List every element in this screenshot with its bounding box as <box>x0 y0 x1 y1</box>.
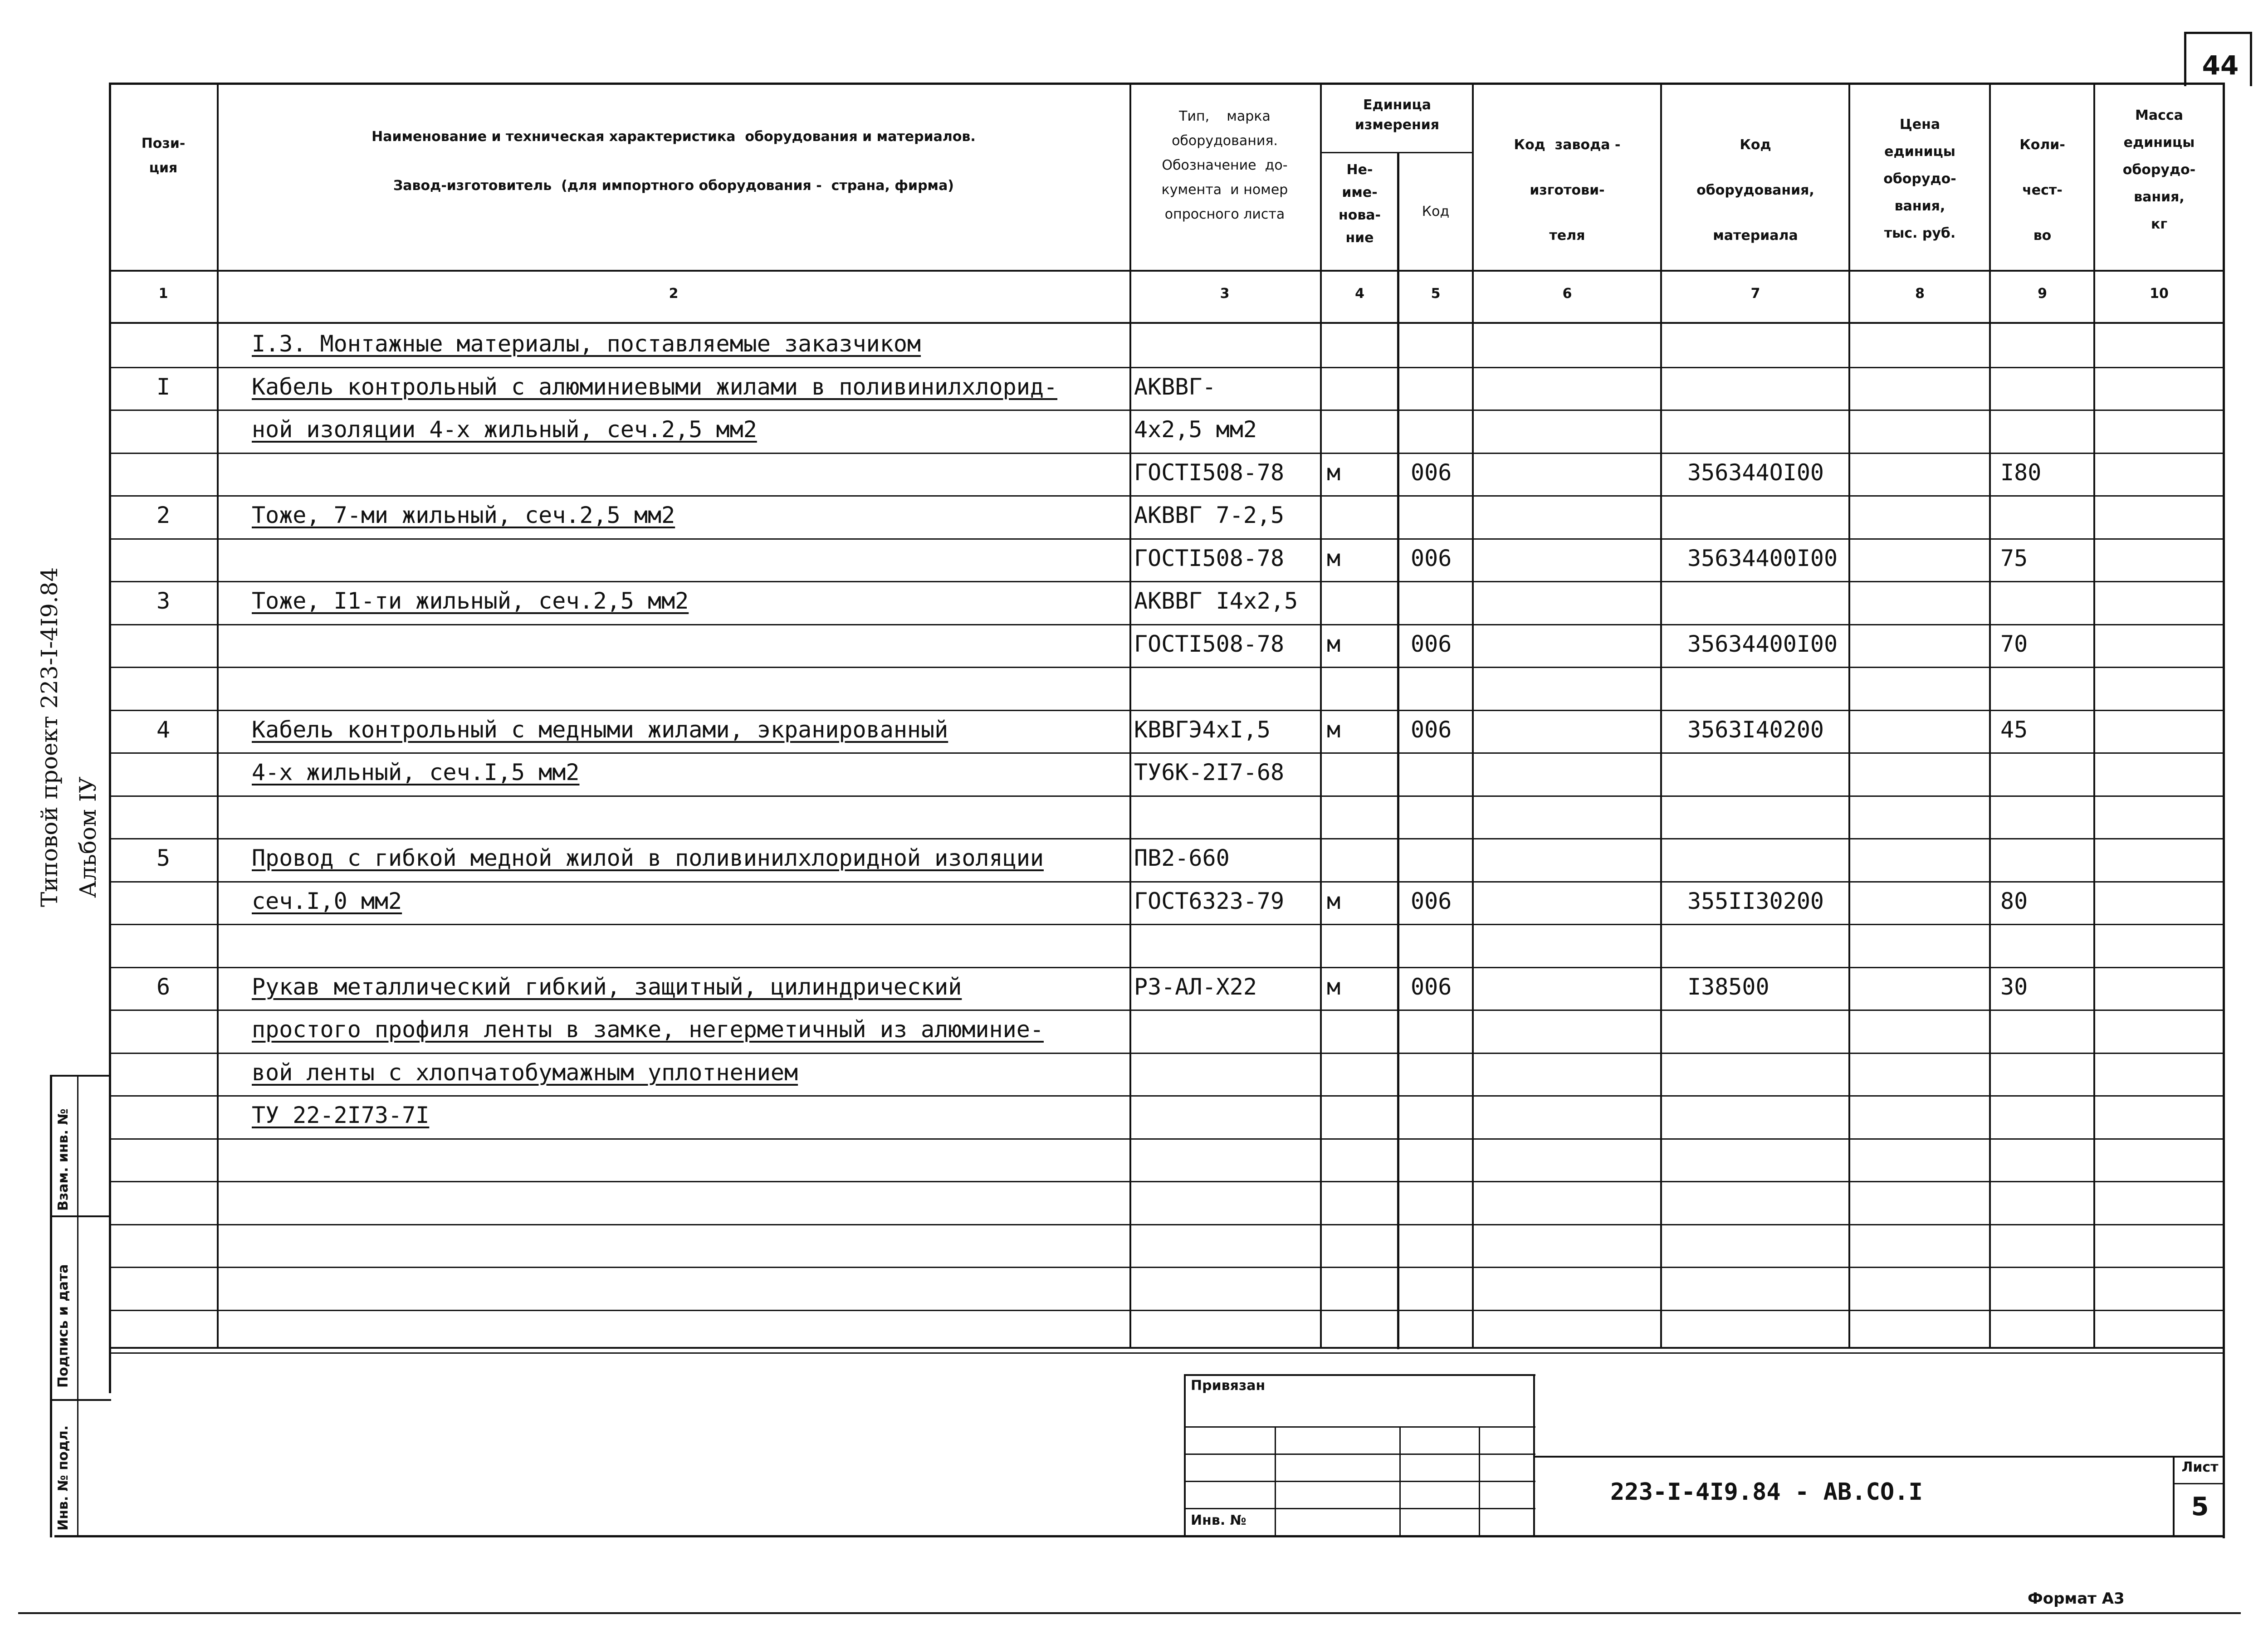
sheet-number: 44 <box>2202 50 2239 81</box>
header-col-6: Код завода - изготови- теля <box>1514 137 1621 244</box>
row-divider <box>109 838 2225 839</box>
header-col-9: Коли- чест- во <box>2019 137 2065 244</box>
row-divider <box>109 1224 2225 1225</box>
row-divider <box>109 924 2225 925</box>
header-col-2: Наименование и техническая характеристика оборудования и материалов. Завод-изготовитель (для импортного оборудования - страна, фирма) <box>371 129 976 194</box>
cell-unit: м <box>1327 631 1341 657</box>
cell-mat-code: I38500 <box>1687 974 1769 1000</box>
cell-type: ТУ6К-2I7-68 <box>1134 759 1285 785</box>
cell-unit-code: 006 <box>1411 631 1452 657</box>
inv-no-label: Инв. № <box>1191 1512 1246 1528</box>
col-num-1: 1 <box>158 286 168 302</box>
col-num-8: 8 <box>1915 286 1925 302</box>
cell-name: ТУ 22-2I73-7I <box>252 1102 430 1128</box>
cell-unit-code: 006 <box>1411 974 1452 1000</box>
row-divider <box>109 1010 2225 1011</box>
cell-name: Рукав металлический гибкий, защитный, цилиндрический <box>252 974 962 1000</box>
stamp-inv-podl: Инв. № подл. <box>55 1425 71 1531</box>
row-divider <box>109 795 2225 797</box>
cell-mat-code: 3563I40200 <box>1687 717 1824 743</box>
cell-mat-code: 355II30200 <box>1687 888 1824 914</box>
cell-type: ГОСТ6323-79 <box>1134 888 1285 914</box>
cell-type: АКВВГ I4х2,5 <box>1134 588 1298 614</box>
col-num-5: 5 <box>1431 286 1441 302</box>
sheet-page-number: 5 <box>2191 1492 2209 1522</box>
document-designation: 223-I-4I9.84 - АВ.СО.I <box>1610 1478 1923 1506</box>
stamp-podpis-data: Подпись и дата <box>55 1264 71 1388</box>
cell-unit-code: 006 <box>1411 545 1452 571</box>
side-project-title: Типовой проект 223-I-4I9.84 <box>36 567 63 907</box>
header-col-10: Масса единицы оборудо- вания, кг <box>2122 107 2196 232</box>
cell-pos: 6 <box>156 974 171 1000</box>
cell-unit: м <box>1327 545 1341 571</box>
cell-type: ГОСТI508-78 <box>1134 631 1285 657</box>
format-label: Формат А3 <box>2028 1590 2125 1608</box>
cell-name: 4-х жильный, сеч.I,5 мм2 <box>252 759 580 785</box>
row-divider <box>109 453 2225 454</box>
row-divider <box>109 538 2225 540</box>
row-divider <box>109 1138 2225 1140</box>
cell-qty: 30 <box>2000 974 2028 1000</box>
row-divider <box>109 410 2225 411</box>
row-divider <box>109 752 2225 754</box>
cell-unit-code: 006 <box>1411 717 1452 743</box>
row-divider <box>109 881 2225 883</box>
cell-pos: 3 <box>156 588 171 614</box>
row-divider <box>109 1181 2225 1182</box>
cell-unit: м <box>1327 459 1341 486</box>
cell-pos: 2 <box>156 502 171 528</box>
col-num-7: 7 <box>1750 286 1760 302</box>
header-col-8: Цена единицы оборудо- вания, тыс. руб. <box>1883 117 1956 241</box>
header-col-7: Код оборудования, материала <box>1696 137 1814 244</box>
cell-unit-code: 006 <box>1411 459 1452 486</box>
header-col-3: Тип, марка оборудования. Обозначение до- кумента и номер опросного листа <box>1161 108 1288 222</box>
row-divider <box>109 1053 2225 1054</box>
cell-mat-code: 35634400I00 <box>1687 631 1838 657</box>
header-col-5: Код <box>1422 204 1450 219</box>
cell-type: АКВВГ- <box>1134 374 1216 400</box>
cell-qty: 75 <box>2000 545 2028 571</box>
cell-type: 4х2,5 мм2 <box>1134 416 1257 443</box>
cell-type: РЗ-АЛ-Х22 <box>1134 974 1257 1000</box>
cell-unit: м <box>1327 974 1341 1000</box>
cell-name: Провод с гибкой медной жилой в поливинилхлоридной изоляции <box>252 845 1044 871</box>
row-divider <box>109 367 2225 368</box>
cell-qty: 45 <box>2000 717 2028 743</box>
side-album: Альбом IУ <box>75 776 101 898</box>
row-divider <box>109 1267 2225 1268</box>
row-divider <box>109 1310 2225 1311</box>
cell-unit: м <box>1327 717 1341 743</box>
header-col-1: Пози- ция <box>141 136 186 176</box>
cell-type: ГОСТI508-78 <box>1134 545 1285 571</box>
cell-name: Тоже, 7-ми жильный, сеч.2,5 мм2 <box>252 502 675 528</box>
cell-name: I.3. Монтажные материалы, поставляемые заказчиком <box>252 331 921 357</box>
cell-type: ПВ2-660 <box>1134 845 1230 871</box>
cell-name: сеч.I,0 мм2 <box>252 888 402 914</box>
cell-type: ГОСТI508-78 <box>1134 459 1285 486</box>
row-divider <box>109 667 2225 668</box>
header-unit-group: Единица измерения <box>1354 97 1440 133</box>
cell-pos: 5 <box>156 845 171 871</box>
row-divider <box>109 581 2225 582</box>
col-num-6: 6 <box>1562 286 1572 302</box>
row-divider <box>109 495 2225 497</box>
header-col-4: Не- име- нова- ние <box>1338 162 1381 246</box>
cell-pos: I <box>156 374 171 400</box>
row-divider <box>109 710 2225 711</box>
cell-name: Кабель контрольный с медными жилами, экранированный <box>252 717 948 743</box>
row-divider <box>109 967 2225 968</box>
cell-type: КВВГЭ4хI,5 <box>1134 717 1271 743</box>
cell-name: простого профиля ленты в замке, негерметичный из алюминие- <box>252 1016 1044 1043</box>
col-num-4: 4 <box>1355 286 1364 302</box>
cell-name: ной изоляции 4-х жильный, сеч.2,5 мм2 <box>252 416 757 443</box>
row-divider <box>109 1095 2225 1097</box>
attached-label: Привязан <box>1191 1378 1266 1394</box>
col-num-10: 10 <box>2150 286 2169 302</box>
cell-name: Кабель контрольный с алюминиевыми жилами в поливинилхлорид- <box>252 374 1058 400</box>
cell-name: Тоже, I1-ти жильный, сеч.2,5 мм2 <box>252 588 689 614</box>
cell-qty: 80 <box>2000 888 2028 914</box>
col-num-3: 3 <box>1220 286 1230 302</box>
row-divider <box>109 624 2225 625</box>
cell-unit: м <box>1327 888 1341 914</box>
sheet-label: Лист <box>2181 1459 2219 1475</box>
cell-unit-code: 006 <box>1411 888 1452 914</box>
cell-type: АКВВГ 7-2,5 <box>1134 502 1285 528</box>
cell-qty: 70 <box>2000 631 2028 657</box>
cell-mat-code: 35634400I00 <box>1687 545 1838 571</box>
cell-name: вой ленты с хлопчатобумажным уплотнением <box>252 1059 798 1086</box>
cell-mat-code: 356344OI00 <box>1687 459 1824 486</box>
cell-qty: I80 <box>2000 459 2042 486</box>
cell-pos: 4 <box>156 717 171 743</box>
stamp-vzam-inv: Взам. инв. № <box>55 1108 71 1211</box>
row-divider <box>109 1352 2225 1354</box>
col-num-2: 2 <box>669 286 679 302</box>
col-num-9: 9 <box>2038 286 2047 302</box>
